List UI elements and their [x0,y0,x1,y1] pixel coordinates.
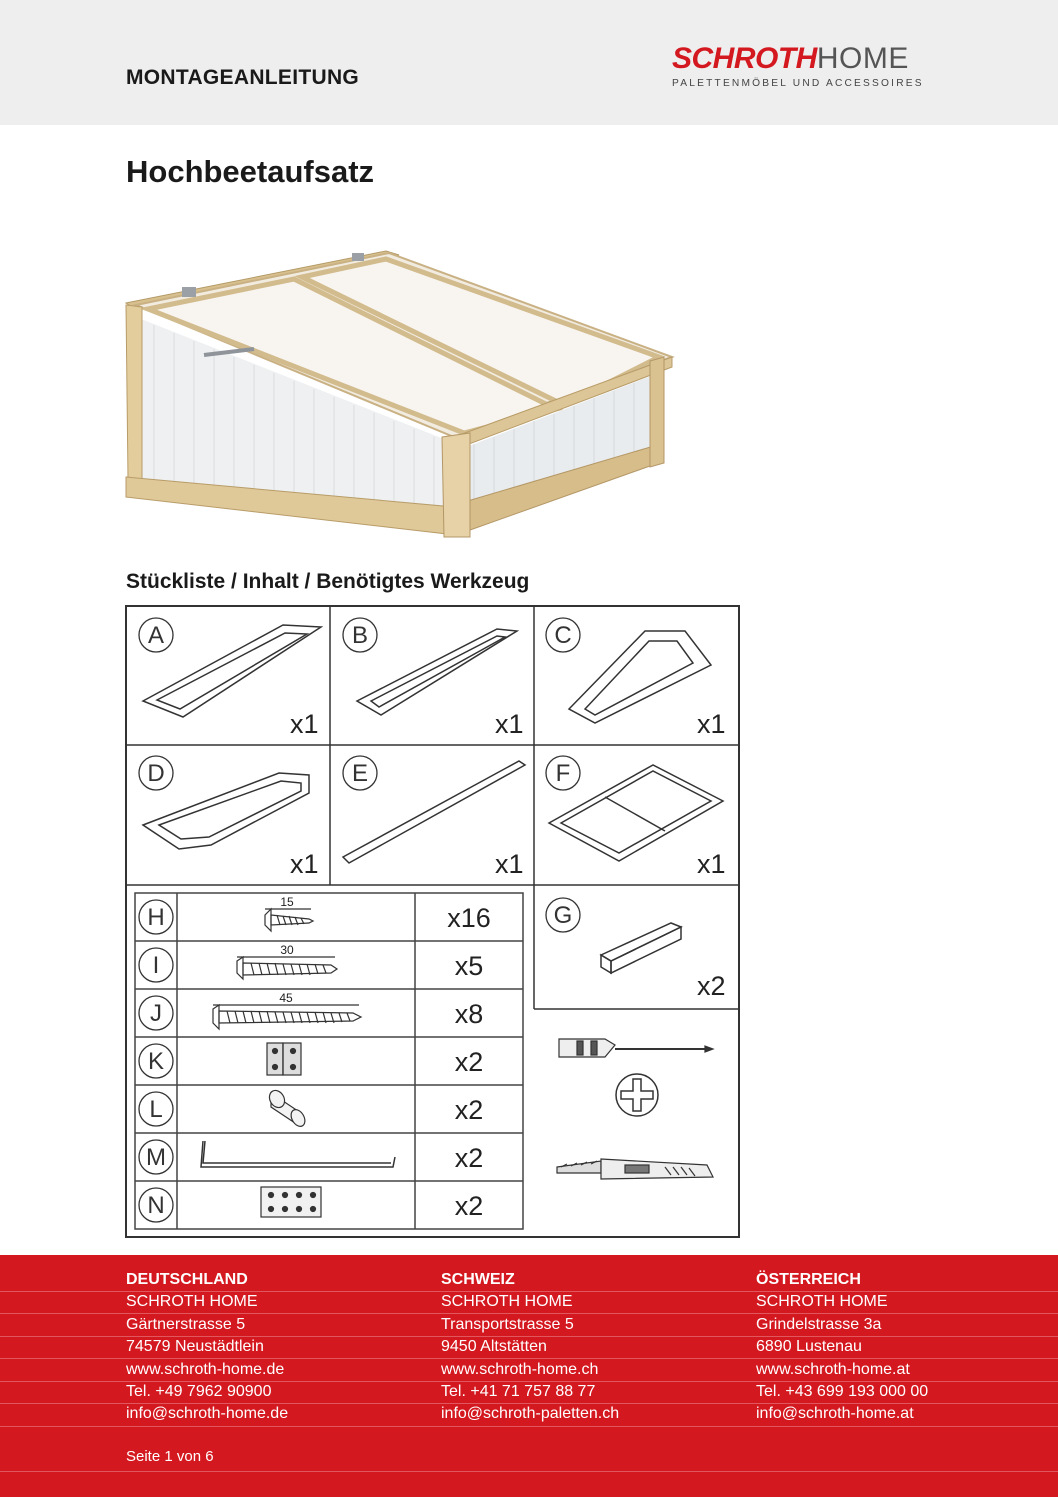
phillips-bit-icon [616,1074,658,1116]
panel-e-qty: x1 [495,849,524,879]
section-title: Stückliste / Inhalt / Benötigtes Werkzeug [126,570,530,593]
panel-g-letter: G [553,902,573,929]
hardware-h-qty: x16 [447,903,491,933]
phone-number: Tel. +43 699 193 000 00 [756,1382,929,1400]
contact-switzerland [441,1269,756,1426]
part-b-frame [357,629,517,715]
company-name: SCHROTH HOME [756,1293,888,1311]
hardware-j-letter: J [150,1000,162,1027]
contact-austria [756,1269,1058,1426]
bracket-m-icon [201,1141,395,1167]
product-photo [124,245,680,540]
panel-c-qty: x1 [697,709,726,739]
page-footer [0,1255,1058,1497]
part-f-window [549,765,723,861]
utility-knife-icon [557,1159,713,1179]
hardware-m-letter: M [146,1144,166,1171]
parts-diagram [125,605,741,1239]
phone-number: Tel. +41 71 757 88 77 [441,1382,596,1400]
city-address: 74579 Neustädtlein [126,1338,264,1356]
panel-d-qty: x1 [290,849,319,879]
screw-i-size: 30 [280,943,294,957]
knob-l-icon [266,1088,307,1129]
page-title: Hochbeetaufsatz [126,154,375,189]
panel-b-letter: B [351,622,369,649]
panel-d-letter: D [147,760,165,787]
hardware-h-letter: H [147,904,165,931]
part-c-frame [569,631,711,723]
hardware-i-letter: I [152,952,160,979]
schroth-home-logo [672,44,937,89]
street-address: Grindelstrasse 3a [756,1315,882,1333]
hardware-j-qty: x8 [454,999,484,1029]
panel-a-qty: x1 [290,709,319,739]
logo-suffix: HOME [816,42,909,75]
screw-h-size: 15 [280,895,294,909]
footer-divider [0,1426,1058,1427]
hardware-i-qty: x5 [454,951,484,981]
street-address: Transportstrasse 5 [441,1315,574,1333]
page-header [0,0,1058,125]
screw-j-icon [213,1005,361,1029]
page-number: Seite 1 von 6 [126,1448,214,1465]
panel-b-qty: x1 [495,709,524,739]
hardware-m-qty: x2 [454,1143,484,1173]
hardware-k-letter: K [147,1048,165,1075]
company-name: SCHROTH HOME [126,1293,258,1311]
panel-f-qty: x1 [697,849,726,879]
hardware-k-qty: x2 [454,1047,484,1077]
website-link[interactable]: www.schroth-home.ch [441,1360,599,1378]
street-address: Gärtnerstrasse 5 [126,1315,246,1333]
logo-brand: SCHROTH [672,42,817,75]
company-name: SCHROTH HOME [441,1293,573,1311]
hinge-k-icon [267,1043,301,1075]
part-a-frame [143,625,321,717]
country-name: SCHWEIZ [441,1271,515,1288]
hardware-l-qty: x2 [454,1095,484,1125]
city-address: 6890 Lustenau [756,1338,862,1356]
website-link[interactable]: www.schroth-home.at [756,1360,910,1378]
country-name: DEUTSCHLAND [126,1271,248,1288]
city-address: 9450 Altstätten [441,1338,547,1356]
panel-c-letter: C [554,622,572,649]
email-link[interactable]: info@schroth-home.at [756,1405,914,1423]
panel-e-letter: E [351,760,369,787]
part-g-block [601,923,681,973]
hardware-l-letter: L [149,1096,163,1123]
screw-j-size: 45 [279,991,293,1005]
hardware-n-qty: x2 [454,1191,484,1221]
website-link[interactable]: www.schroth-home.de [126,1360,285,1378]
hardware-n-letter: N [147,1192,165,1219]
country-name: ÖSTERREICH [756,1271,861,1288]
email-link[interactable]: info@schroth-paletten.ch [441,1405,620,1423]
screw-h-icon [265,909,313,931]
screwdriver-icon [559,1039,713,1057]
phone-number: Tel. +49 7962 90900 [126,1382,272,1400]
logo-tagline: PALETTENMÖBEL UND ACCESSOIRES [672,78,924,89]
panel-f-letter: F [555,760,571,787]
plate-n-icon [261,1187,321,1217]
panel-g-qty: x2 [697,971,726,1001]
part-e-rail [343,761,525,863]
email-link[interactable]: info@schroth-home.de [126,1405,289,1423]
contact-germany [126,1269,441,1426]
footer-divider [0,1471,1058,1472]
panel-a-letter: A [147,622,165,649]
screw-i-icon [237,957,337,979]
document-type: MONTAGEANLEITUNG [126,66,360,89]
